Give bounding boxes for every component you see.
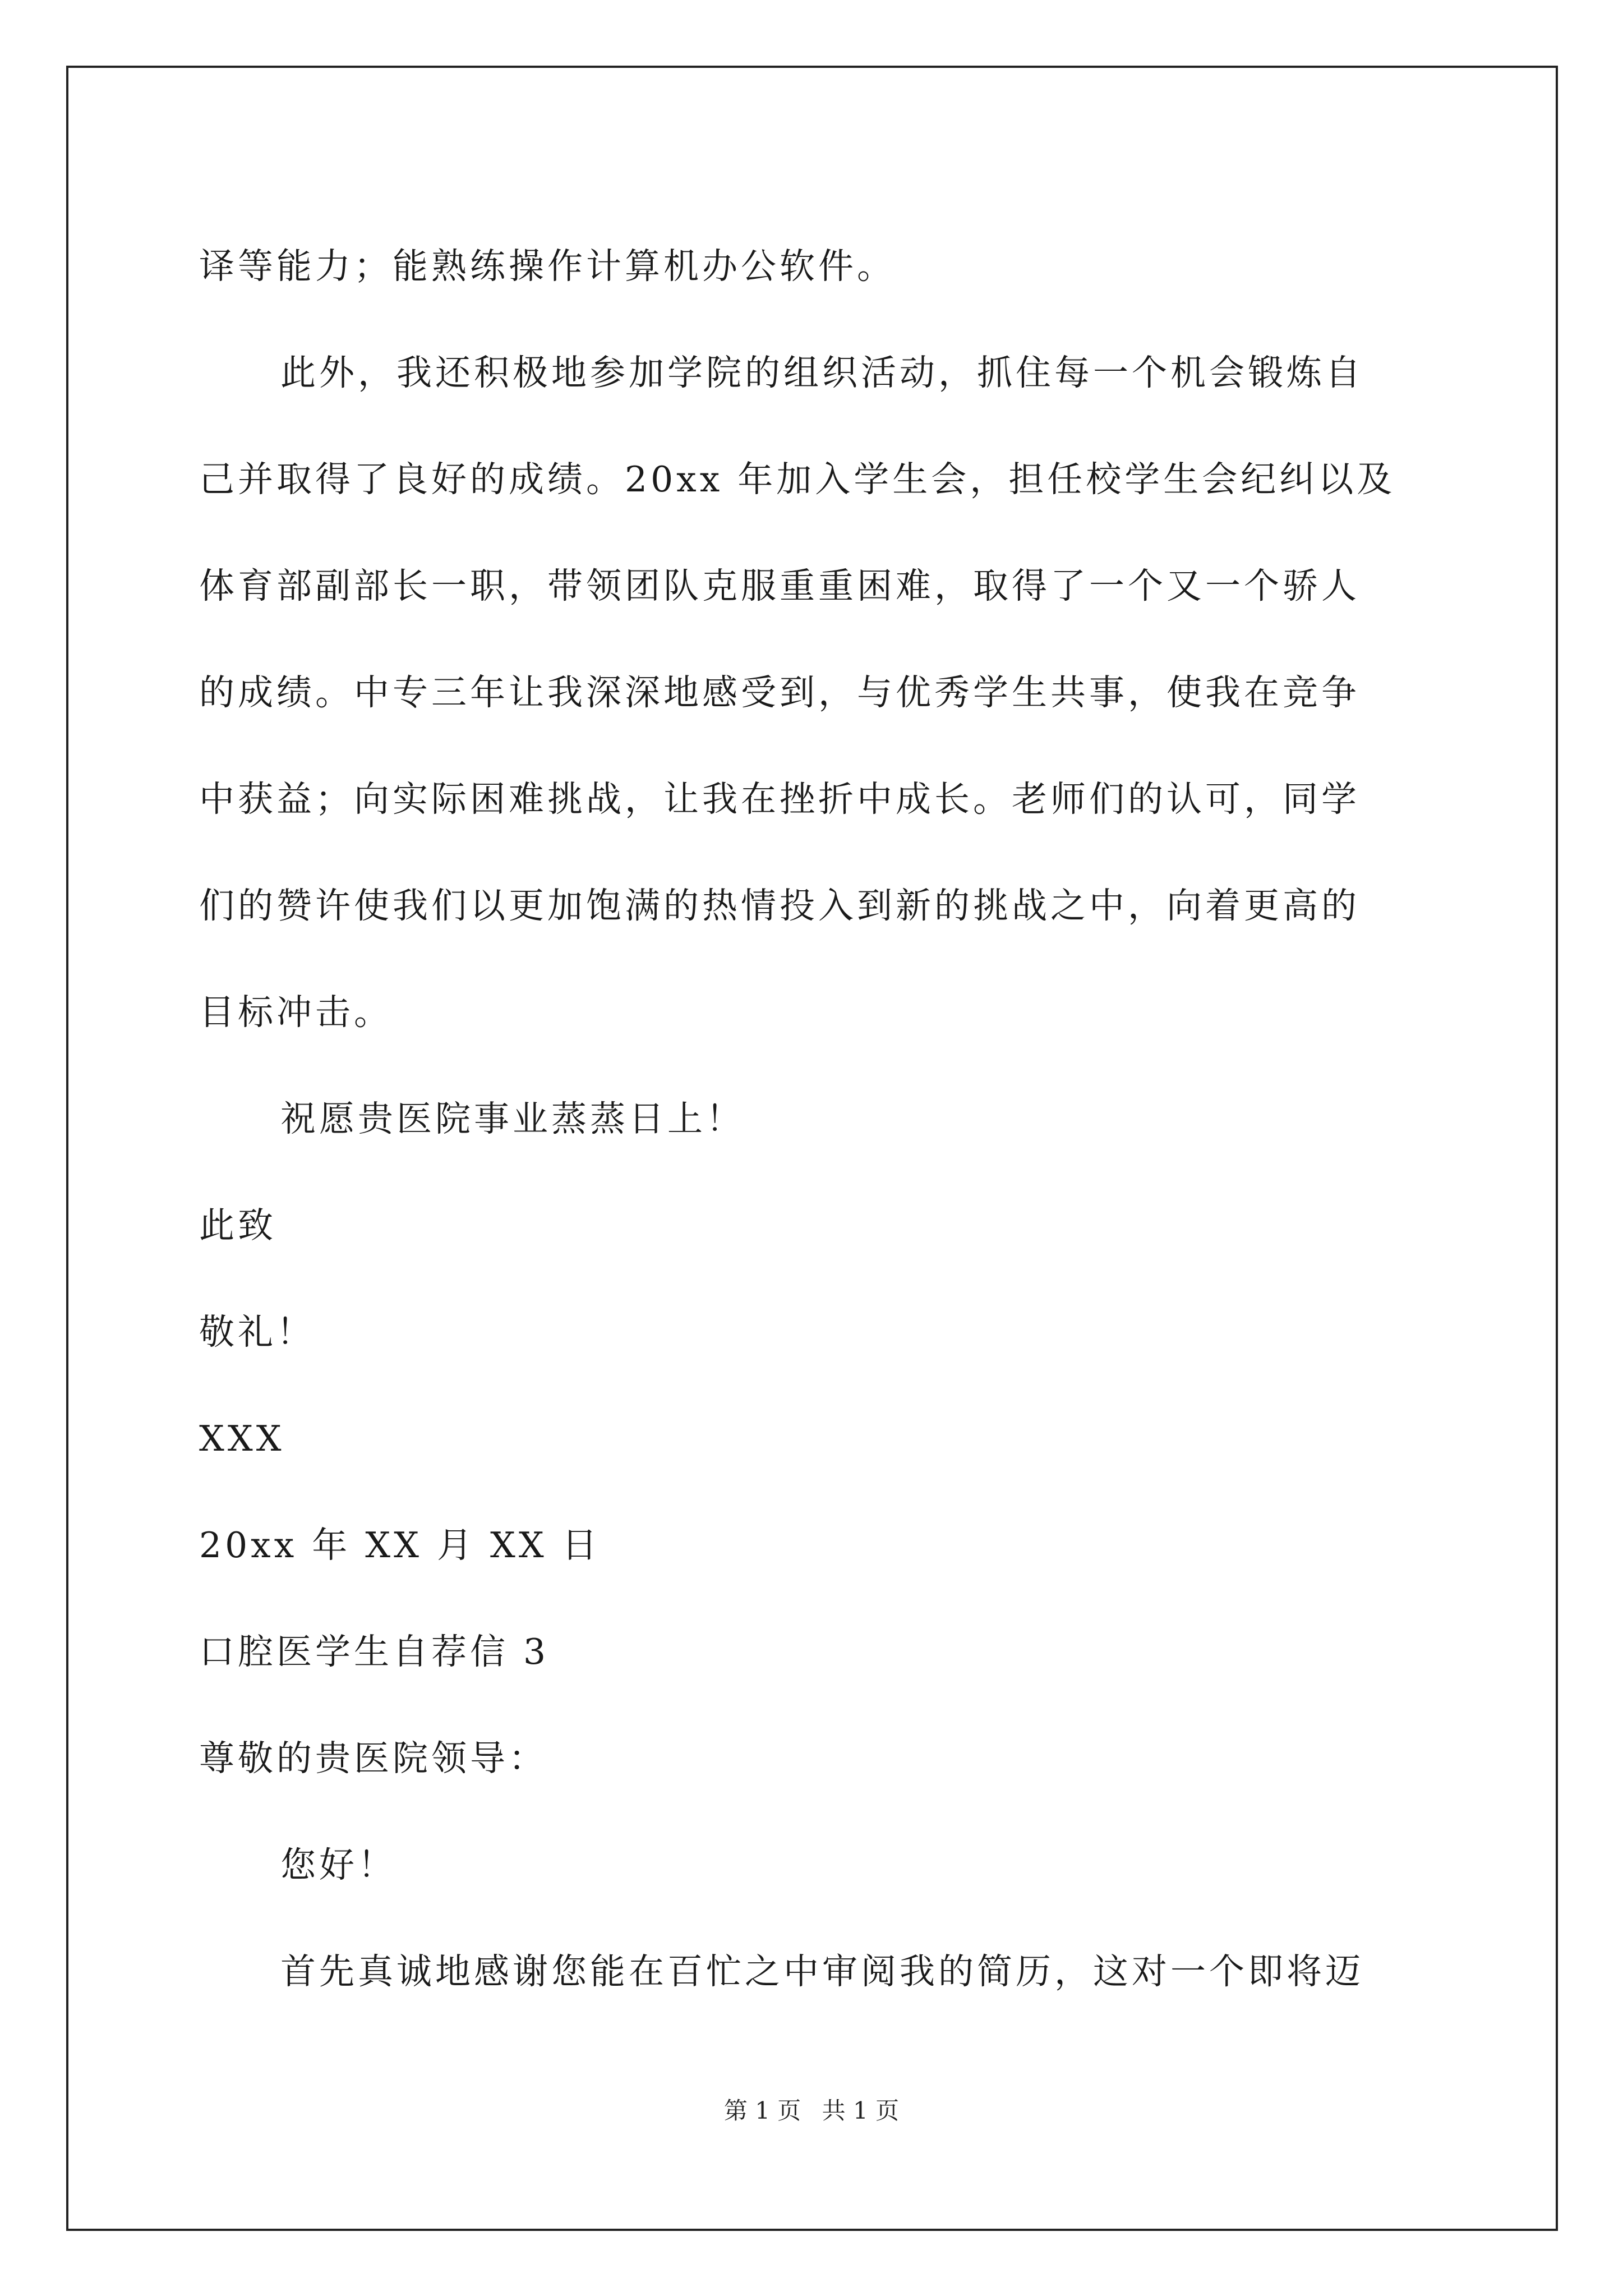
- paragraph-line: 们的赞许使我们以更加饱满的热情投入到新的挑战之中，向着更高的: [199, 885, 1360, 926]
- greeting-recipient: 尊敬的贵医院领导：: [199, 1738, 547, 1779]
- signature-name: XXX: [199, 1418, 285, 1459]
- salutation-closing: 此致: [199, 1205, 276, 1246]
- regards: 敬礼！: [199, 1312, 315, 1352]
- closing-wish: 祝愿贵医院事业蒸蒸日上！: [280, 1098, 745, 1139]
- paragraph-line: 首先真诚地感谢您能在百忙之中审阅我的简历，这对一个即将迈: [280, 1951, 1364, 1992]
- section-heading: 口腔医学生自荐信 3: [199, 1631, 550, 1672]
- paragraph-line: 目标冲击。: [199, 992, 393, 1033]
- page-footer: [0, 2092, 1623, 2126]
- paragraph-line: 此外，我还积极地参加学院的组织活动，抓住每一个机会锻炼自: [280, 352, 1364, 393]
- page-total: 共 1 页: [822, 2097, 900, 2124]
- paragraph-line: 己并取得了良好的成绩。20xx 年加入学生会，担任校学生会纪纠以及: [199, 459, 1396, 500]
- paragraph-line: 体育部副部长一职，带领团队克服重重困难，取得了一个又一个骄人: [199, 565, 1360, 606]
- paragraph-line: 译等能力；能熟练操作计算机办公软件。: [199, 246, 896, 287]
- letter-date: 20xx 年 XX 月 XX 日: [199, 1525, 601, 1566]
- document-body: [199, 213, 1433, 2025]
- page-number: 第 1 页: [723, 2097, 801, 2124]
- greeting: 您好！: [280, 1844, 396, 1885]
- paragraph-line: 的成绩。中专三年让我深深地感受到，与优秀学生共事，使我在竞争: [199, 672, 1360, 713]
- paragraph-line: 中获益；向实际困难挑战，让我在挫折中成长。老师们的认可，同学: [199, 779, 1360, 820]
